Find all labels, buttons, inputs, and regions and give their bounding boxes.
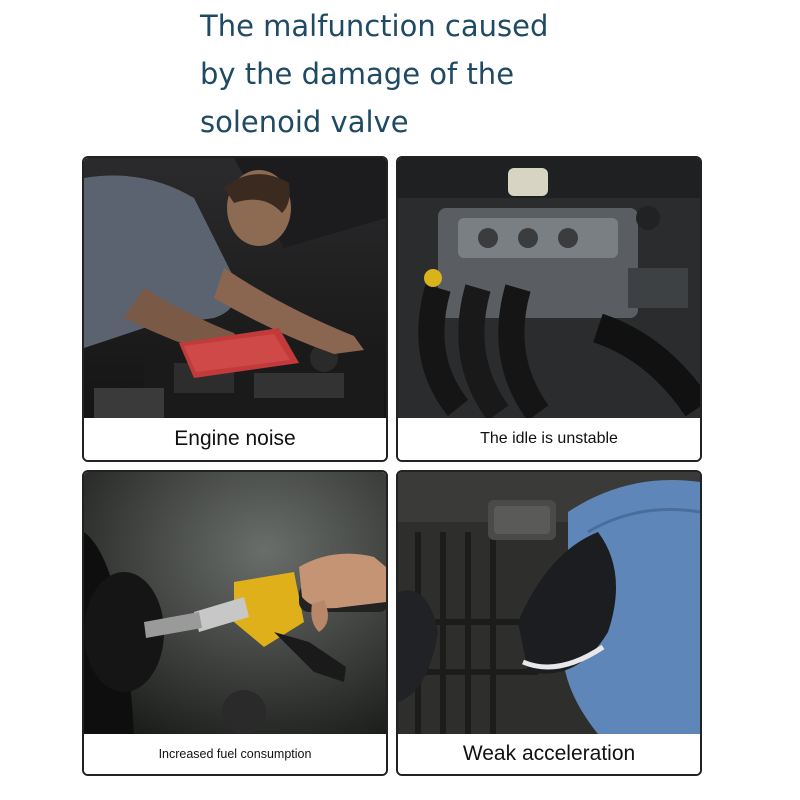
engine-bay-photo xyxy=(398,158,700,418)
title-line-3: solenoid valve xyxy=(200,105,409,139)
symptom-card-idle-unstable xyxy=(396,156,702,462)
card-caption: Increased fuel consumption xyxy=(84,734,386,774)
mechanic-inspecting-engine-photo xyxy=(84,158,386,418)
title-line-1: The malfunction caused xyxy=(200,9,549,43)
symptom-card-fuel-consumption xyxy=(82,470,388,776)
page-title xyxy=(200,2,620,146)
fuel-nozzle-refueling-photo xyxy=(84,472,386,734)
card-caption: Weak acceleration xyxy=(398,734,700,774)
card-caption: Engine noise xyxy=(84,418,386,460)
symptom-card-engine-noise xyxy=(82,156,388,462)
title-line-2: by the damage of the xyxy=(200,57,515,91)
foot-on-pedal-photo xyxy=(398,472,700,734)
symptom-card-weak-acceleration xyxy=(396,470,702,776)
card-caption: The idle is unstable xyxy=(398,418,700,460)
